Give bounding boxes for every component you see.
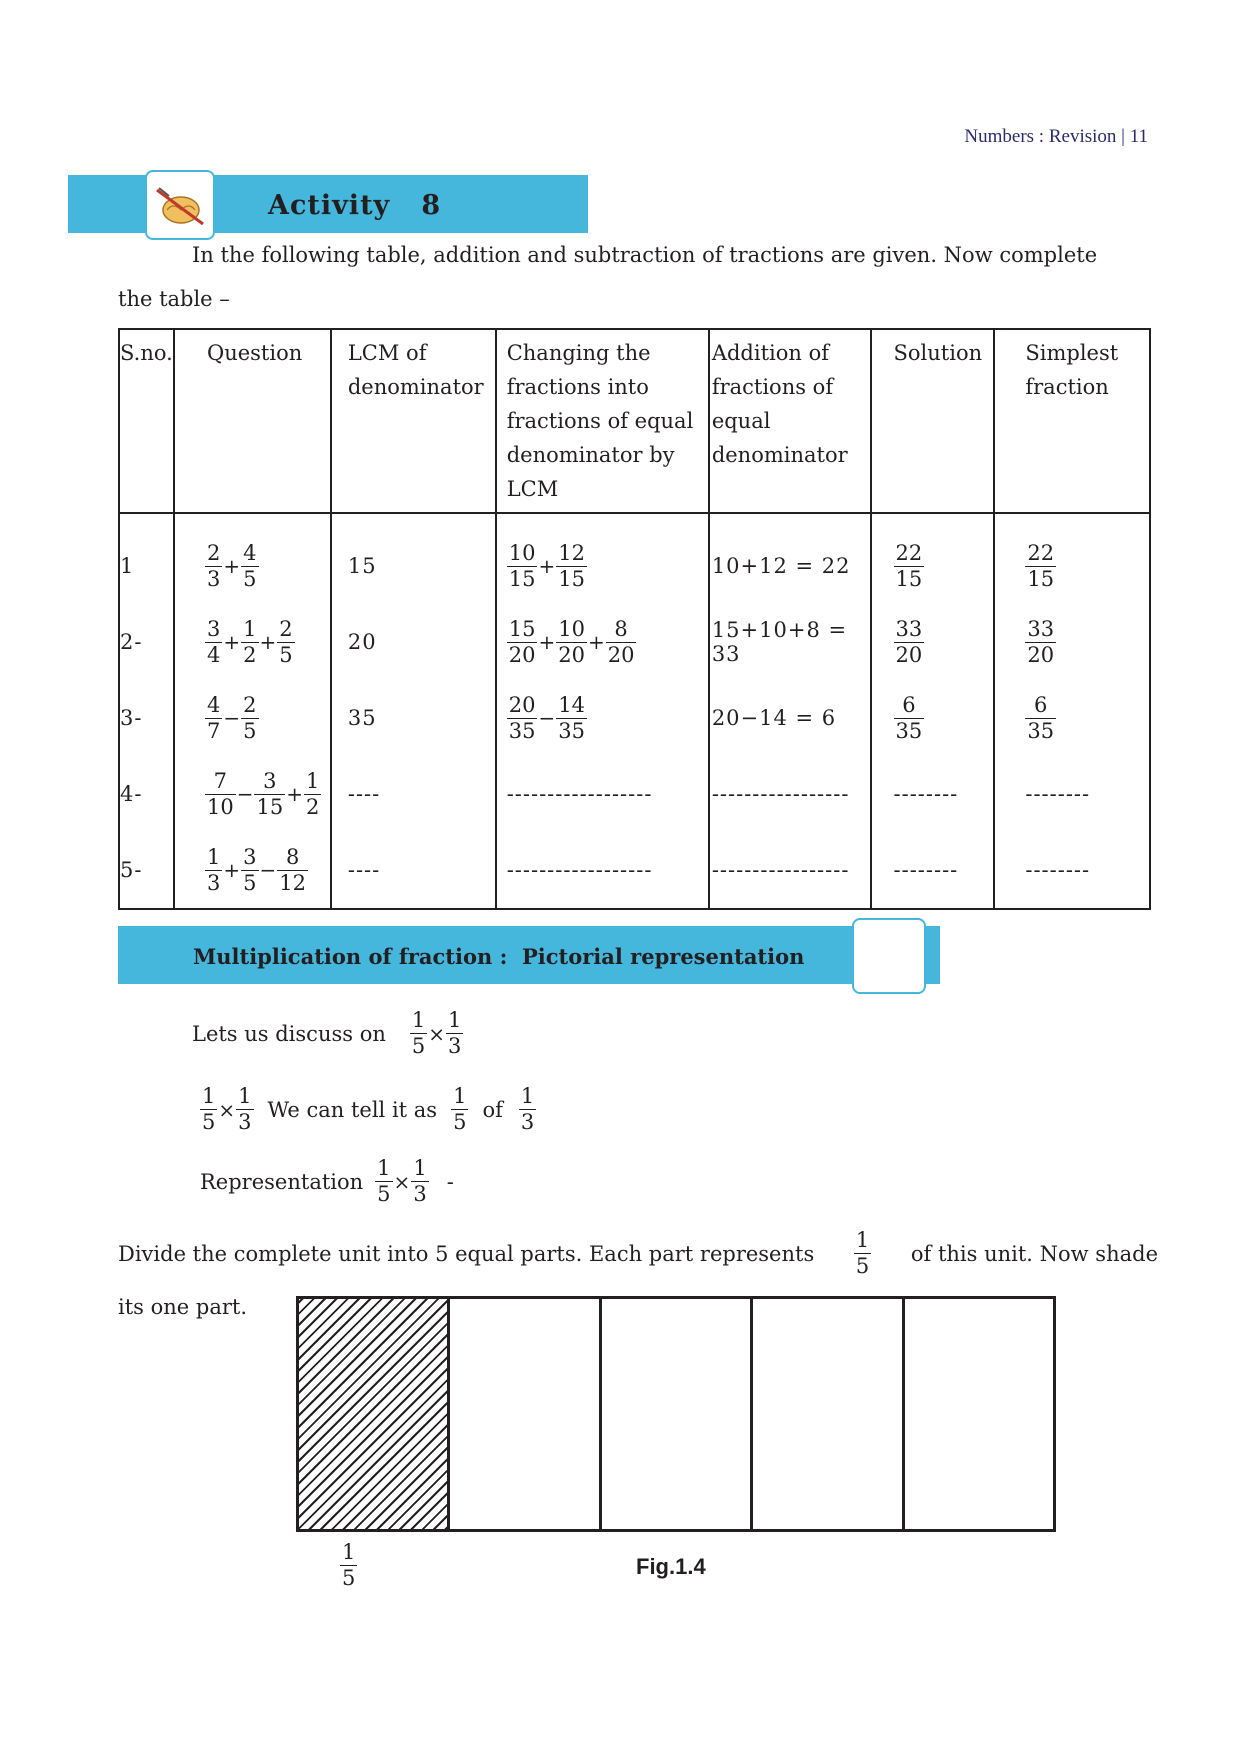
table-header-row <box>119 329 1150 513</box>
denominator: 5 <box>453 1110 467 1134</box>
fraction <box>375 1156 392 1207</box>
cell-addition <box>709 756 871 832</box>
fraction-expression <box>205 617 295 668</box>
divide-text-a: Divide the complete unit into 5 equal parts. Each part represents <box>118 1241 815 1266</box>
fraction <box>894 693 925 744</box>
cell-changing <box>496 604 709 680</box>
cell-addition <box>709 513 871 604</box>
operator: + <box>259 630 277 654</box>
fraction <box>519 1084 536 1135</box>
fraction <box>556 617 587 668</box>
cell-sno-text: 4- <box>120 782 143 806</box>
fraction <box>854 1228 871 1279</box>
numerator: 3 <box>206 616 221 641</box>
numerator: 1 <box>453 1084 467 1108</box>
operator: + <box>223 554 241 578</box>
fraction-expression <box>205 769 321 820</box>
operator: + <box>587 630 605 654</box>
header-changing: Changing the fractions into fractions of equal denominator by LCM <box>496 329 709 513</box>
numerator: 2 <box>279 616 293 641</box>
numerator: 33 <box>895 616 923 641</box>
denominator: 4 <box>206 642 221 667</box>
unit-part <box>602 1299 753 1529</box>
numerator: 1 <box>305 768 320 793</box>
denominator: 5 <box>279 642 293 667</box>
cell-sno <box>119 756 174 832</box>
cell-simplest <box>994 513 1150 604</box>
numerator: 1 <box>413 1156 427 1180</box>
divide-text-c: its one part. <box>118 1295 247 1319</box>
numerator: 7 <box>213 768 228 793</box>
fraction <box>411 1156 428 1207</box>
numerator: 3 <box>243 844 257 869</box>
fraction <box>894 541 925 592</box>
fraction <box>1025 541 1056 592</box>
fraction <box>241 541 258 592</box>
brain-icon <box>147 172 213 238</box>
cell-addition-text: 20−14 = 6 <box>711 706 837 730</box>
cell-solution-text: -------- <box>893 858 959 882</box>
denominator: 20 <box>558 642 585 667</box>
cell-simplest <box>994 756 1150 832</box>
fraction <box>446 1008 463 1059</box>
denominator: 5 <box>243 870 257 895</box>
fraction <box>556 541 587 592</box>
table-row <box>119 513 1150 604</box>
cell-changing-text: ------------------ <box>506 858 653 882</box>
representation-tail: - <box>446 1169 454 1194</box>
denominator: 5 <box>243 718 257 743</box>
denominator: 5 <box>243 566 257 591</box>
cell-changing <box>496 756 709 832</box>
denominator: 15 <box>256 794 284 819</box>
fraction <box>1025 693 1056 744</box>
operator: − <box>223 706 241 730</box>
cell-addition <box>709 832 871 909</box>
denominator: 5 <box>202 1110 216 1134</box>
cell-solution-text: -------- <box>893 782 959 806</box>
cell-addition <box>709 680 871 756</box>
fraction <box>304 769 321 820</box>
cell-addition <box>709 604 871 680</box>
divide-text-b: of this unit. Now shade <box>910 1241 1158 1266</box>
denominator: 7 <box>206 718 221 743</box>
operator: − <box>538 706 556 730</box>
fraction-expression <box>205 693 259 744</box>
cell-solution <box>871 832 995 909</box>
denominator: 20 <box>1027 642 1055 667</box>
cell-question <box>174 604 331 680</box>
denominator: 15 <box>508 566 536 591</box>
numerator: 2 <box>243 692 257 717</box>
cell-sno-text: 2- <box>120 630 143 654</box>
unit-part <box>905 1299 1053 1529</box>
fraction <box>200 1084 217 1135</box>
numerator: 3 <box>263 768 277 793</box>
operator: + <box>223 630 241 654</box>
activity-icon <box>145 170 215 240</box>
times-sign: × <box>428 1021 446 1046</box>
numerator: 1 <box>238 1084 252 1108</box>
denominator: 5 <box>411 1034 426 1058</box>
cell-lcm-text: 15 <box>347 554 377 578</box>
discuss-line <box>192 1008 463 1059</box>
fraction <box>1025 617 1056 668</box>
unit-part <box>450 1299 601 1529</box>
denominator: 20 <box>607 642 635 667</box>
cell-question <box>174 680 331 756</box>
denominator: 12 <box>279 870 306 895</box>
denominator: 10 <box>206 794 234 819</box>
denominator: 35 <box>1027 718 1055 743</box>
divide-line <box>118 1228 1158 1279</box>
representation-text: Representation <box>200 1169 364 1194</box>
operator: + <box>538 630 556 654</box>
fraction <box>410 1008 427 1059</box>
cell-lcm-text: 20 <box>347 630 377 654</box>
cell-question <box>174 513 331 604</box>
cell-lcm <box>331 680 496 756</box>
cell-lcm <box>331 604 496 680</box>
tell-line <box>200 1084 536 1135</box>
fraction <box>241 617 258 668</box>
numerator: 1 <box>520 1084 535 1108</box>
cell-lcm-text: ---- <box>347 858 381 882</box>
fraction <box>556 693 587 744</box>
fraction <box>205 845 222 896</box>
header-sno: S.no. <box>119 329 174 513</box>
fraction <box>241 845 258 896</box>
denominator: 20 <box>895 642 923 667</box>
numerator: 1 <box>243 616 257 641</box>
cell-changing-text: ------------------ <box>506 782 653 806</box>
denominator: 5 <box>342 1566 356 1590</box>
fraction <box>507 617 538 668</box>
fraction <box>451 1084 468 1135</box>
denominator: 3 <box>206 870 221 895</box>
operator: − <box>236 782 254 806</box>
times-sign: × <box>393 1169 411 1194</box>
fraction-expression <box>507 541 587 592</box>
denominator: 3 <box>206 566 221 591</box>
denominator: 2 <box>305 794 320 819</box>
denominator: 3 <box>238 1110 252 1134</box>
cell-question <box>174 756 331 832</box>
cell-sno-text: 5- <box>120 858 143 882</box>
cell-sno <box>119 832 174 909</box>
fraction-expression <box>507 693 587 744</box>
denominator: 3 <box>448 1034 462 1058</box>
header-addition: Addition of fractions of equal denominator <box>709 329 871 513</box>
operator: + <box>223 858 241 882</box>
fraction <box>236 1084 253 1135</box>
cell-lcm <box>331 832 496 909</box>
numerator: 12 <box>558 540 585 565</box>
fraction-expression <box>205 845 308 896</box>
representation-line <box>200 1156 454 1207</box>
multiplication-banner-box <box>852 918 926 994</box>
cell-simplest-text: -------- <box>1025 782 1091 806</box>
fraction <box>205 769 236 820</box>
denominator: 2 <box>243 642 257 667</box>
numerator: 1 <box>377 1156 391 1180</box>
numerator: 22 <box>1027 540 1055 565</box>
numerator: 6 <box>1034 692 1048 717</box>
operator: − <box>259 858 277 882</box>
cell-simplest <box>994 604 1150 680</box>
denominator: 3 <box>413 1182 427 1206</box>
denominator: 35 <box>558 718 585 743</box>
cell-simplest <box>994 680 1150 756</box>
intro-line-2: the table – <box>118 287 230 311</box>
unit-part <box>753 1299 904 1529</box>
numerator: 1 <box>202 1084 216 1108</box>
numerator: 1 <box>855 1228 870 1252</box>
tell-text: We can tell it as <box>267 1097 438 1122</box>
numerator: 4 <box>243 540 257 565</box>
multiplication-title: Multiplication of fraction : Pictorial representation <box>193 944 805 969</box>
fraction <box>894 617 925 668</box>
table-row <box>119 832 1150 909</box>
unit-division-figure <box>296 1296 1056 1532</box>
denominator: 35 <box>508 718 536 743</box>
numerator: 10 <box>558 616 585 641</box>
numerator: 6 <box>902 692 916 717</box>
header-simplest: Simplest fraction <box>994 329 1150 513</box>
table-row <box>119 680 1150 756</box>
numerator: 20 <box>508 692 536 717</box>
fraction <box>606 617 637 668</box>
of-text: of <box>482 1097 503 1122</box>
denominator: 15 <box>558 566 585 591</box>
cell-lcm <box>331 513 496 604</box>
header-lcm: LCM of denominator <box>331 329 496 513</box>
cell-changing <box>496 832 709 909</box>
fraction <box>241 693 258 744</box>
cell-lcm <box>331 756 496 832</box>
fraction <box>277 845 308 896</box>
cell-addition-text: 15+10+8 = 33 <box>711 618 848 666</box>
cell-question <box>174 832 331 909</box>
cell-addition-text: ----------------- <box>711 858 850 882</box>
fraction <box>507 693 538 744</box>
numerator: 33 <box>1027 616 1055 641</box>
fraction <box>205 693 222 744</box>
cell-addition-text: 10+12 = 22 <box>711 554 851 578</box>
cell-sno <box>119 680 174 756</box>
page-header: Numbers : Revision | 11 <box>964 126 1148 147</box>
fraction-expression <box>205 541 259 592</box>
times-sign: × <box>218 1097 236 1122</box>
figure-part-label <box>340 1540 357 1591</box>
denominator: 35 <box>895 718 923 743</box>
cell-solution <box>871 680 995 756</box>
cell-addition-text: ----------------- <box>711 782 850 806</box>
denominator: 5 <box>855 1254 870 1278</box>
cell-sno-text: 3- <box>120 706 143 730</box>
fractions-table <box>118 328 1151 910</box>
numerator: 10 <box>508 540 536 565</box>
numerator: 8 <box>285 844 300 869</box>
cell-lcm-text: ---- <box>347 782 381 806</box>
denominator: 5 <box>377 1182 391 1206</box>
denominator: 15 <box>895 566 923 591</box>
numerator: 1 <box>342 1540 356 1564</box>
cell-solution <box>871 604 995 680</box>
shaded-part <box>299 1299 450 1529</box>
fraction <box>507 541 538 592</box>
numerator: 8 <box>614 616 628 641</box>
figure-caption: Fig.1.4 <box>636 1554 706 1579</box>
cell-sno-text: 1 <box>120 554 135 578</box>
numerator: 2 <box>206 540 221 565</box>
intro-line-1: In the following table, addition and subtraction of tractions are given. Now complete <box>192 243 1098 267</box>
fraction <box>205 541 222 592</box>
cell-solution <box>871 756 995 832</box>
cell-simplest-text: -------- <box>1025 858 1091 882</box>
cell-sno <box>119 513 174 604</box>
table-row <box>119 756 1150 832</box>
cell-changing <box>496 513 709 604</box>
activity-title: Activity 8 <box>268 190 442 221</box>
fraction <box>340 1540 357 1591</box>
cell-changing <box>496 680 709 756</box>
fraction <box>277 617 294 668</box>
numerator: 4 <box>206 692 221 717</box>
cell-lcm-text: 35 <box>347 706 377 730</box>
numerator: 15 <box>508 616 536 641</box>
numerator: 22 <box>895 540 923 565</box>
numerator: 1 <box>448 1008 462 1032</box>
cell-sno <box>119 604 174 680</box>
header-solution: Solution <box>871 329 995 513</box>
operator: + <box>286 782 303 806</box>
fraction <box>205 617 222 668</box>
numerator: 1 <box>206 844 221 869</box>
cell-solution <box>871 513 995 604</box>
header-question: Question <box>174 329 331 513</box>
fraction <box>254 769 285 820</box>
cell-simplest <box>994 832 1150 909</box>
table-row <box>119 604 1150 680</box>
denominator: 15 <box>1027 566 1055 591</box>
numerator: 1 <box>411 1008 426 1032</box>
discuss-lead: Lets us discuss on <box>192 1021 386 1046</box>
denominator: 20 <box>508 642 536 667</box>
operator: + <box>538 554 556 578</box>
fraction-expression <box>507 617 637 668</box>
numerator: 14 <box>558 692 585 717</box>
denominator: 3 <box>520 1110 535 1134</box>
